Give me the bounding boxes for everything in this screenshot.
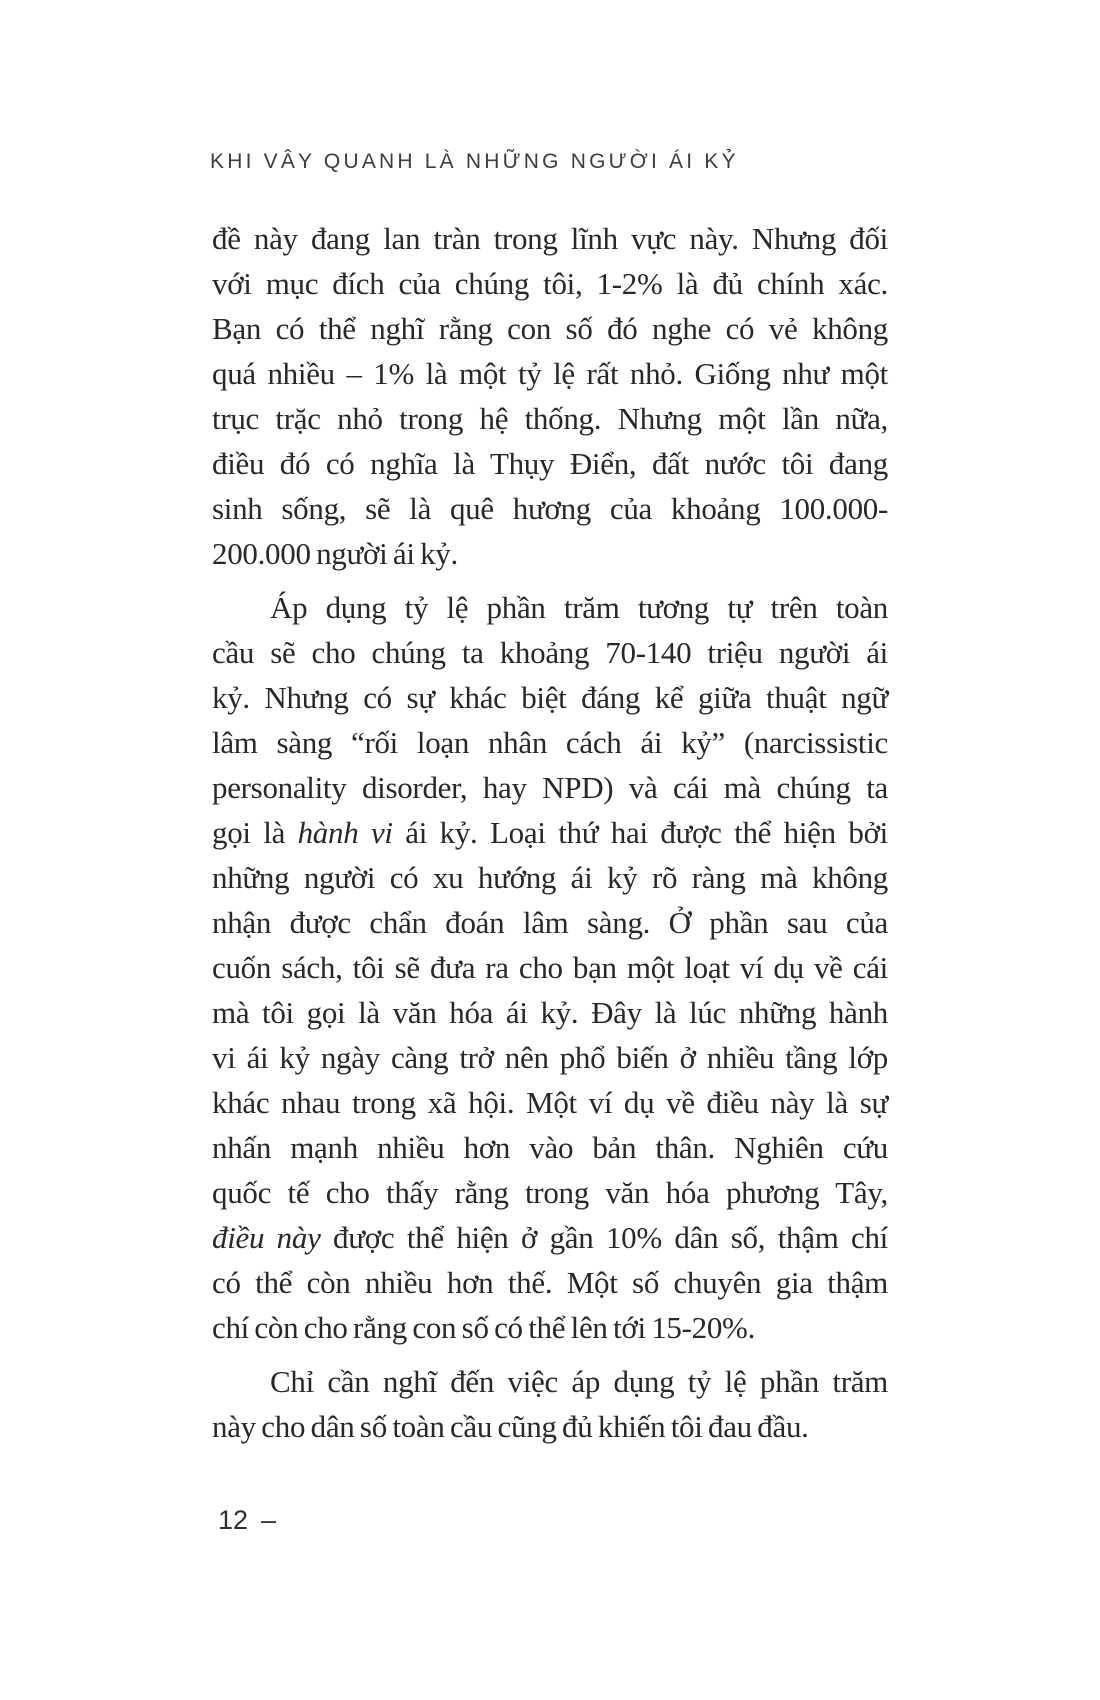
text-line: mà tôi gọi là văn hóa ái kỷ. Đây là lúc những hành — [212, 995, 888, 1030]
text-line: gọi là hành vi ái kỷ. Loại thứ hai được thể hiện bởi — [212, 815, 888, 850]
text-line: Áp dụng tỷ lệ phần trăm tương tự trên toàn — [270, 590, 888, 625]
paragraph — [212, 585, 888, 1350]
text-line: trục trặc nhỏ trong hệ thống. Nhưng một lần nữa, — [212, 401, 888, 436]
text-line: đề này đang lan tràn trong lĩnh vực này. Nhưng đối — [212, 221, 888, 256]
text-line: vi ái kỷ ngày càng trở nên phổ biến ở nhiều tầng lớp — [212, 1040, 888, 1075]
text-line: 200.000 người ái kỷ. — [212, 536, 458, 571]
text-line: điều đó có nghĩa là Thụy Điển, đất nước tôi đang — [212, 446, 888, 481]
page-footer — [218, 1505, 276, 1536]
paragraph — [212, 1359, 888, 1449]
text-line: nhấn mạnh nhiều hơn vào bản thân. Nghiên cứu — [212, 1130, 888, 1165]
running-header: KHI VÂY QUANH LÀ NHỮNG NGƯỜI ÁI KỶ — [210, 150, 739, 173]
text-line: cuốn sách, tôi sẽ đưa ra cho bạn một loạt ví dụ về cái — [212, 950, 888, 985]
text-line: quốc tế cho thấy rằng trong văn hóa phương Tây, — [212, 1175, 888, 1210]
page-number: 12 — [218, 1505, 249, 1535]
text-line: sinh sống, sẽ là quê hương của khoảng 100.000- — [212, 491, 888, 526]
paragraph — [212, 216, 888, 576]
page-number-dash: – — [261, 1505, 277, 1535]
text-line: này cho dân số toàn cầu cũng đủ khiến tôi đau đầu. — [212, 1409, 809, 1444]
text-line: chí còn cho rằng con số có thể lên tới 15-20%. — [212, 1310, 756, 1345]
text-line: nhận được chẩn đoán lâm sàng. Ở phần sau của — [212, 905, 888, 940]
text-line: khác nhau trong xã hội. Một ví dụ về điều này là sự — [212, 1085, 888, 1120]
body-text — [212, 216, 888, 1449]
text-line: cầu sẽ cho chúng ta khoảng 70-140 triệu người ái — [212, 635, 888, 670]
text-line: quá nhiều – 1% là một tỷ lệ rất nhỏ. Giống như một — [212, 356, 888, 391]
text-line: với mục đích của chúng tôi, 1-2% là đủ chính xác. — [212, 266, 888, 301]
text-line: có thể còn nhiều hơn thế. Một số chuyên gia thậm — [212, 1265, 888, 1300]
text-line: điều này được thể hiện ở gần 10% dân số, thậm chí — [212, 1220, 888, 1255]
text-line: kỷ. Nhưng có sự khác biệt đáng kể giữa thuật ngữ — [212, 680, 888, 715]
text-line: Bạn có thể nghĩ rằng con số đó nghe có vẻ không — [212, 311, 888, 346]
text-line: Chỉ cần nghĩ đến việc áp dụng tỷ lệ phần trăm — [270, 1364, 888, 1399]
text-line: những người có xu hướng ái kỷ rõ ràng mà không — [212, 860, 888, 895]
text-line: lâm sàng “rối loạn nhân cách ái kỷ” (narcissistic — [212, 725, 888, 760]
text-line: personality disorder, hay NPD) và cái mà chúng ta — [212, 770, 888, 805]
